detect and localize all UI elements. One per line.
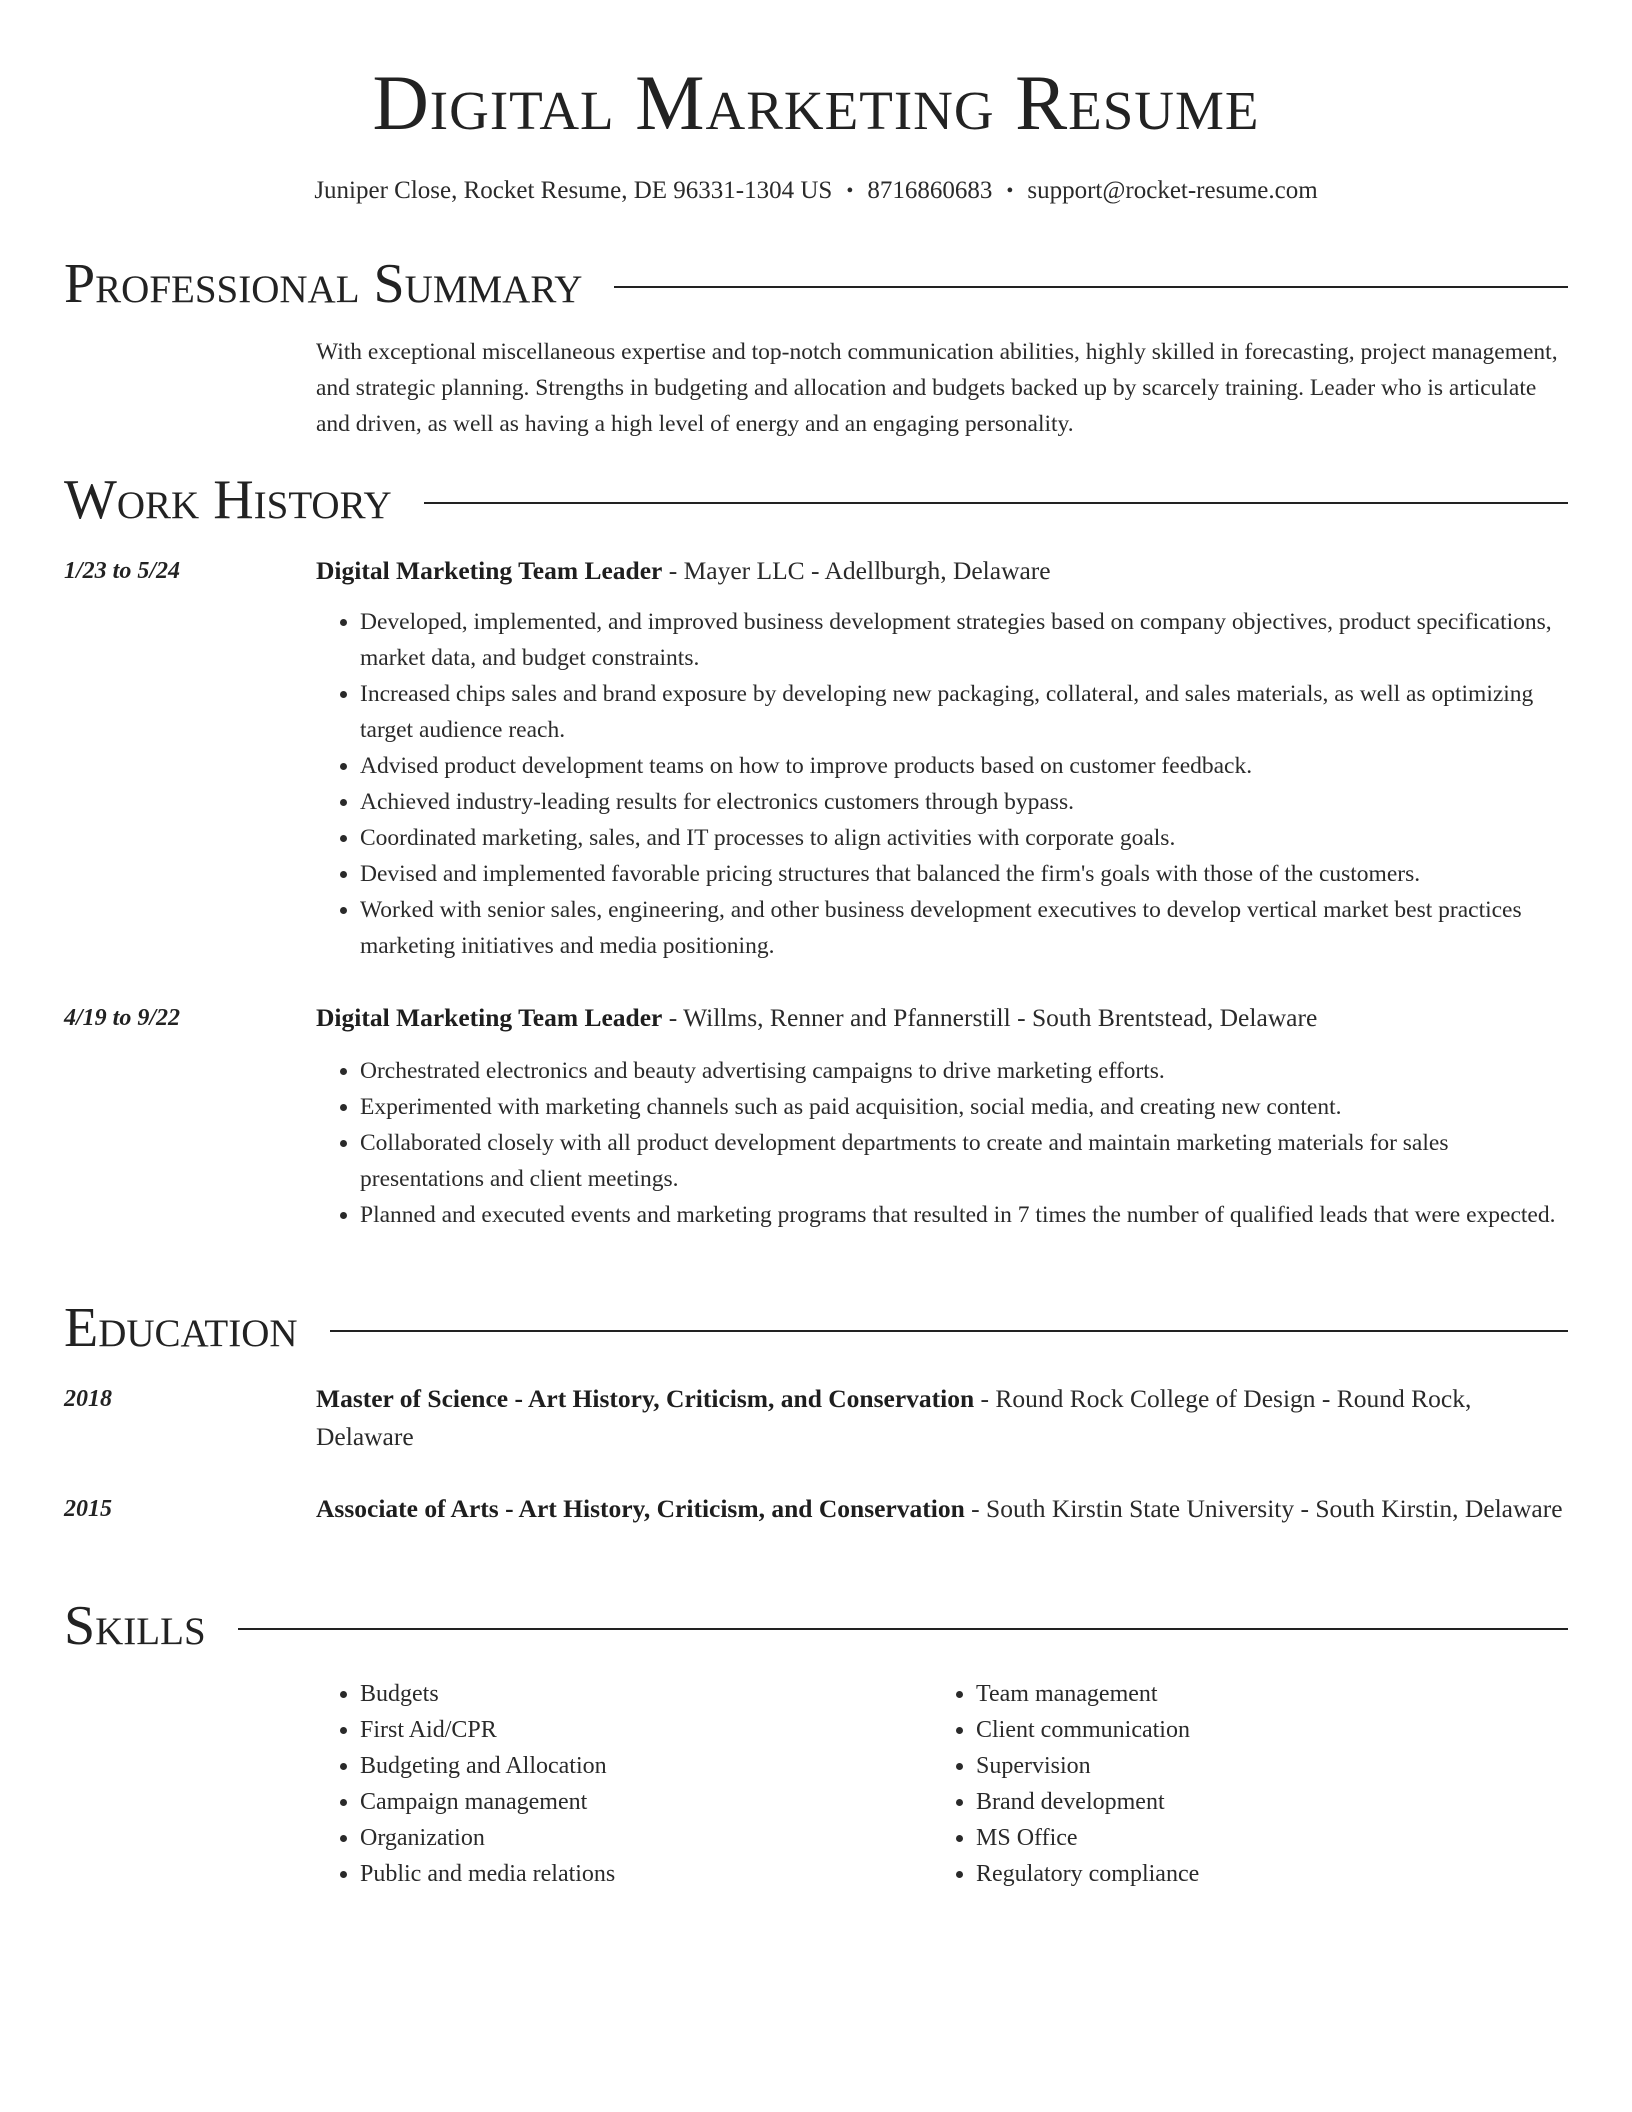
list-item: • Orchestrated electronics and beauty advertising campaigns to drive marketing efforts. xyxy=(360,1053,1568,1089)
list-item: • Client communication xyxy=(976,1712,1199,1748)
contact-line xyxy=(0,176,1632,206)
education-year: 2018 xyxy=(64,1386,112,1412)
resume-title: Digital Marketing Resume xyxy=(372,59,1260,146)
summary-text: With exceptional miscellaneous expertise and top-notch communication abilities, highly skilled in forecasting, project management, and strategic planning. Strengths in budgeting and allocation and budgets backed up by scarcely training. Leader who is articulate and driven, as well as having a high level of energy and an engaging personality. xyxy=(316,339,1558,437)
section-title: Professional Summary xyxy=(64,253,583,315)
list-item: • Brand development xyxy=(976,1784,1199,1820)
skills-list-left xyxy=(316,1676,615,1892)
education-entry xyxy=(316,1380,1568,1456)
list-item: • Worked with senior sales, engineering, and other business development executives to develop vertical market best practices marketing initiatives and media positioning. xyxy=(360,892,1568,964)
degree: Master of Science - Art History, Criticism, and Conservation xyxy=(316,1384,975,1413)
skills-list-right xyxy=(932,1676,1199,1892)
list-item: • Advised product development teams on how to improve products based on customer feedback. xyxy=(360,748,1568,784)
list-item: • Campaign management xyxy=(360,1784,615,1820)
degree: Associate of Arts - Art History, Criticism, and Conservation xyxy=(316,1494,965,1523)
contact-email: support@rocket-resume.com xyxy=(1027,177,1318,204)
job-title: Digital Marketing Team Leader xyxy=(316,556,663,585)
job-heading xyxy=(316,552,1568,590)
contact-separator: • xyxy=(846,180,854,202)
list-item: • Budgeting and Allocation xyxy=(360,1748,615,1784)
section-header-education xyxy=(64,1296,1568,1360)
job-title: Digital Marketing Team Leader xyxy=(316,1003,663,1032)
list-item: • MS Office xyxy=(976,1820,1199,1856)
list-item: • Team management xyxy=(976,1676,1199,1712)
job-dates: 1/23 to 5/24 xyxy=(64,558,181,584)
list-item: • First Aid/CPR xyxy=(360,1712,615,1748)
section-divider xyxy=(424,502,1568,504)
job-dates: 4/19 to 9/22 xyxy=(64,1005,181,1031)
list-item: • Collaborated closely with all product development departments to create and maintain marketing materials for sales presentations and client meetings. xyxy=(360,1125,1568,1197)
education-entry xyxy=(316,1490,1568,1528)
contact-separator: • xyxy=(1006,180,1014,202)
contact-address: Juniper Close, Rocket Resume, DE 96331-1304 US xyxy=(314,177,833,204)
job-company: - Mayer LLC - Adellburgh, Delaware xyxy=(662,556,1051,585)
school: - Round Rock College of Design - Round Rock, Delaware xyxy=(316,1384,1472,1451)
list-item: • Public and media relations xyxy=(360,1856,615,1892)
list-item: • Regulatory compliance xyxy=(976,1856,1199,1892)
contact-phone: 8716860683 xyxy=(867,177,993,204)
job-bullet-list xyxy=(316,1053,1568,1233)
list-item: • Achieved industry-leading results for electronics customers through bypass. xyxy=(360,784,1568,820)
list-item: • Organization xyxy=(360,1820,615,1856)
section-divider xyxy=(330,1330,1568,1332)
list-item: • Experimented with marketing channels such as paid acquisition, social media, and creating new content. xyxy=(360,1089,1568,1125)
section-title: Education xyxy=(64,1297,298,1359)
section-divider xyxy=(238,1628,1568,1630)
job-heading xyxy=(316,999,1568,1037)
job-bullet-list xyxy=(316,604,1568,964)
list-item: • Coordinated marketing, sales, and IT processes to align activities with corporate goals. xyxy=(360,820,1568,856)
school: - South Kirstin State University - South Kirstin, Delaware xyxy=(964,1494,1563,1523)
education-year: 2015 xyxy=(64,1496,112,1522)
list-item: • Developed, implemented, and improved business development strategies based on company objectives, product specifications, market data, and budget constraints. xyxy=(360,604,1568,676)
section-title: Skills xyxy=(64,1595,206,1657)
section-header-work-history xyxy=(64,468,1568,532)
section-header-skills xyxy=(64,1594,1568,1658)
list-item: • Budgets xyxy=(360,1676,615,1712)
job-company: - Willms, Renner and Pfannerstill - South Brentstead, Delaware xyxy=(662,1003,1318,1032)
section-divider xyxy=(614,286,1568,288)
list-item: • Planned and executed events and marketing programs that resulted in 7 times the number of qualified leads that were expected. xyxy=(360,1197,1568,1233)
section-header-summary xyxy=(64,252,1568,316)
list-item: • Increased chips sales and brand exposure by developing new packaging, collateral, and sales materials, as well as optimizing target audience reach. xyxy=(360,676,1568,748)
list-item: • Supervision xyxy=(976,1748,1199,1784)
list-item: • Devised and implemented favorable pricing structures that balanced the firm's goals with those of the customers. xyxy=(360,856,1568,892)
section-title: Work History xyxy=(64,469,392,531)
